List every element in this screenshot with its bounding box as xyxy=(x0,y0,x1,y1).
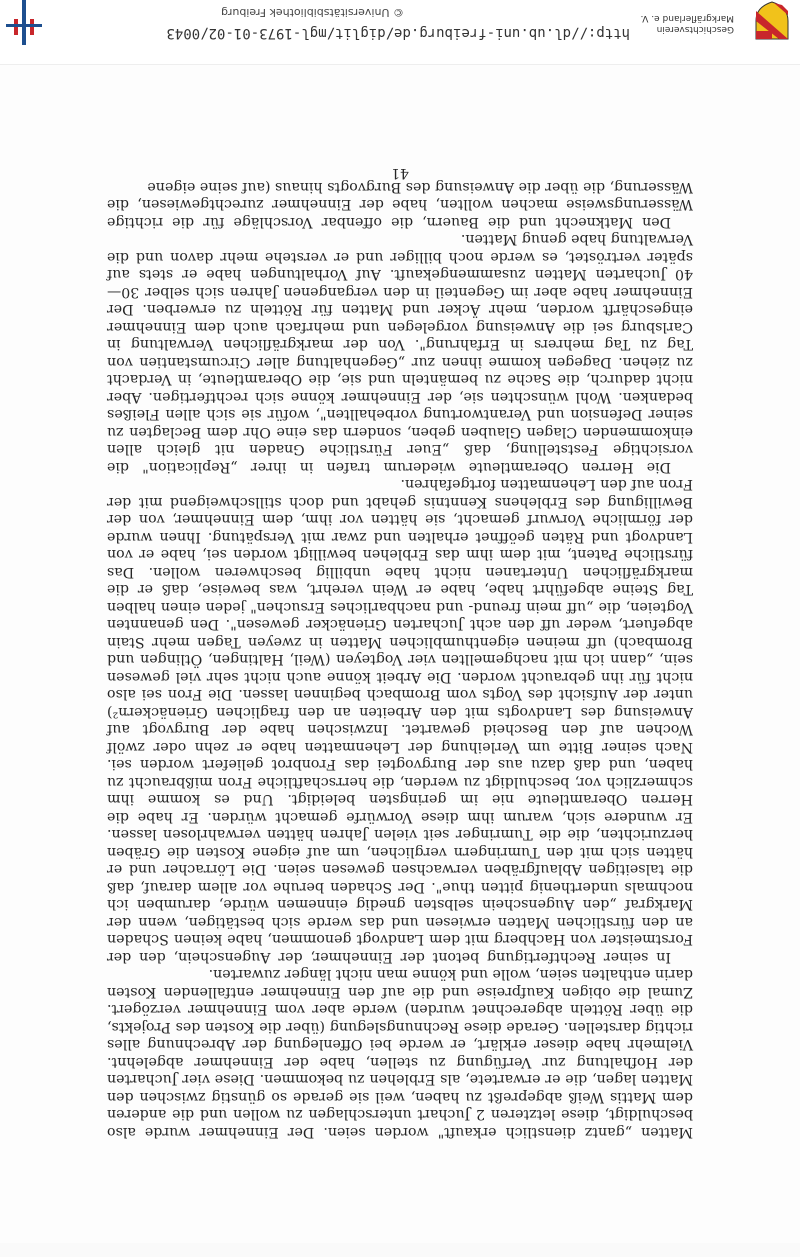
copyright-text: © Universitätsbibliothek Freiburg xyxy=(221,6,404,19)
paragraph-1: Matten „gantz dienstlich erkauft" worden seien. Der Einnehmer wurde also beschuldigt, diese letzteren 2 Juchart unterschlagen zu wollen und die anderen dem Mattis Weiß abgepreßt zu haben, weil sie gerade so günstig zwischen den Matten lagen, die er erwartete, als Erblehen zu bekommen. Diese vier Jucharten der Hofhaltung zur Verfügung zu stellen, habe der Einnehmer abgelehnt. Vielmehr habe dieser erklärt, er werde bei Offenlegung der Abrechnung alles richtig darstellen. Gerade diese Rechnungslegung (über die Kosten des Projekts, die über Rötteln abgerechnet wurden) werde aber vom Einnehmer verzögert. Zumal die obigen Kaufpreise und die auf den Einnehmer entfallenden Kosten darin enthalten seien, wolle und könne man nicht länger zuwarten. xyxy=(107,966,693,1140)
cropped-edge xyxy=(0,1243,800,1257)
permalink-link[interactable]: http://dl.ub.uni-freiburg.de/diglit/mgl-1973-01-02/0043 xyxy=(166,25,630,41)
society-name: Geschichtsverein Markgräflerland e. V. xyxy=(640,13,734,34)
body-text xyxy=(107,178,693,1141)
page-number: 41 xyxy=(391,165,409,181)
paragraph-4: Den Matknecht und die Bauern, die offenbar Vorschläge für die richtige Wässerungsweise machen wollten, habe der Einnehmer zurechtgewiesen, die Wässerung, die über die Anweisung des Burgvogts hinaus (auf seine eigene xyxy=(107,179,693,230)
coat-of-arms-icon xyxy=(752,1,792,41)
paragraph-2: In seiner Rechtfertigung betont der Einnehmer, der Augenschein, den der Forstmeister von Hachberg mit dem Landvogt genommen, habe keinen Schaden an den fürstlichen Matten erwiesen und das werde sich bestätigen, wenn der Markgraf „den Augenschein selbsten gnedig einnemen würde, darumben ich nochmals underthenig pitten thue". Der Schaden beruhe vor allem darauf, daß die talseitigen Ablaufgräben verwachsen gewesen seien. Die Lörracher und er hätten sich mit den Tumringern verglichen, um auf eigene Kosten die Gräben herzurichten, die die Tumringer seit vielen Jahren hätten verwahrlosen lassen. Er wundere sich, warum ihm diese Vorwürfe gemacht würden. Er habe die Herren Oberamtleute nie im geringsten beleidigt. Und es komme ihm schmerzlich vor, beschuldigt zu werden, die herrschaftliche Fron mißbraucht zu haben, und daß dazu aus der Burgvogtei das Fronbrot geliefert worden sei. Nach seiner Bitte um Verleihung der Lehenmatten habe er zehn oder zwölf Wochen auf den Bescheid gewartet. Inzwischen habe der Burgvogt auf Anweisung des Landvogts mit den Arbeiten an den fraglichen Grienäckern²) unter der Aufsicht des Vogts vom Brombach beginnen lassen. Die Fron sei also nicht für ihn gebraucht worden. Die Arbeit könne auch nicht sehr viel gewesen sein, „dann ich mit nachgemellten vier Vogteyen (Weil, Haltingen, Ötlingen und Brombach) uff meinen eigenthumblichen Matten in zweyen Tagen mehr Stain abgefuert, weder uff den acht Jucharten Grienäcker gewesen". Den genannten Vogteien, die „uff mein freund- und nachbarliches Ersuchen" jeden einen halben Tag Steine abgeführt habe, habe er Wein verehrt, was beweise, daß er die markgräflichen Untertanen nicht habe unbillig beschweren wollen. Das fürstliche Patent, mit dem ihm das Erblehen bewilligt worden sei, habe er von Landvogt und Räten geöffnet erhalten und zwar mit Verspätung. Ihnen wurde der förmliche Vorwurf gemacht, sie hätten vor ihm, dem Einnehmer, von der Bewilligung des Erblehens Kenntnis gehabt und doch stillschweigend mit der Fron auf den Lehenmatten fortgefahren. xyxy=(107,476,693,965)
paragraph-3: Die Herren Oberamtleute wiederum trafen in ihrer „Replication" die vorsichtige Feststellung, daß „Euer Fürstliche Gnaden nit gleich allen einkommenden Clagen Glauben geben, sondern das eine Ohr dem Beclagten zu seiner Defension und Verantwortung vorbehallten", wofür sie sich allen Fleißes bedanken. Wohl wünschten sie, der Einnehmer könne sich rechtfertigen. Aber nicht dadurch, die Sache zu bemänteln und sie, die Oberamtleute, in Verdacht zu ziehen. Dagegen komme ihnen zur „Gegenhaltung aller Circumstantien von Tag zu Tag mehrers in Erfahrung". Von der markgräflichen Verwaltung in Carlsburg sei die Anweisung vorgelegen und mehrfach auch dem Einnehmer eingeschärft worden, mehr Äcker und Matten für Rötteln zu erwerben. Der Einnehmer habe aber im Gegenteil in den vergangenen Jahren sich selber 30—40 Jucharten Matten zusammengekauft. Auf Vorhaltungen habe er stets auf später vertröstet, es werde noch billiger und er verstehe mehr davon und die Verwaltung habe genug Matten. xyxy=(107,231,693,475)
ub-freiburg-logo-icon xyxy=(6,0,42,45)
